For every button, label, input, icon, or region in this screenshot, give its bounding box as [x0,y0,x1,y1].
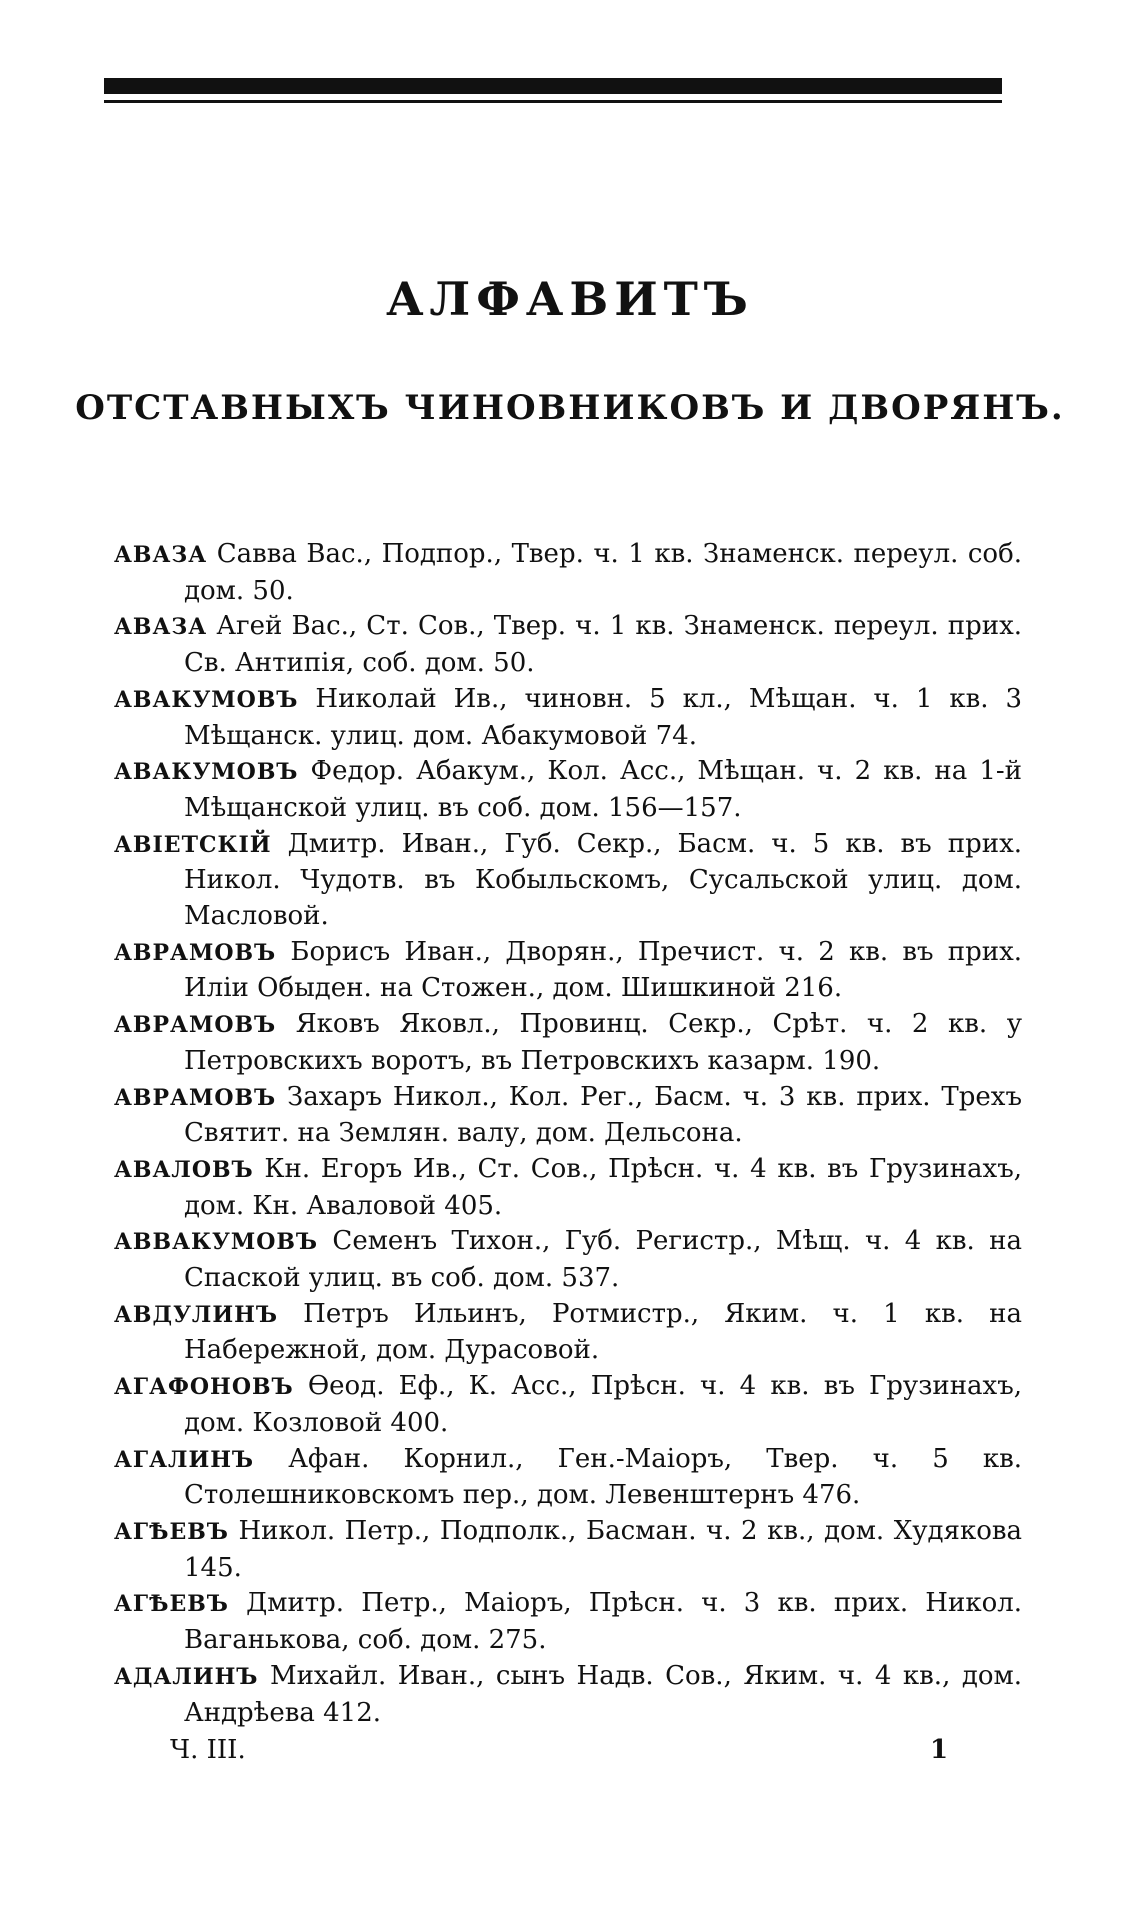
entry-text: Захаръ Никол., Кол. Рег., Басм. ч. 3 кв. прих. Трехъ Святит. на Землян. валу, дом. Дельсона. [184,1081,1023,1149]
list-item [114,609,1022,681]
page-number: 1 [930,1735,949,1765]
entry-surname: АВРАМОВЪ [114,939,277,966]
list-item [114,1297,1022,1369]
entry-surname: АВАЗА [114,542,208,568]
entry-text: Федор. Абакум., Кол. Асс., Мѣщан. ч. 2 кв. на 1-й Мѣщанской улиц. въ соб. дом. 156—157. [184,756,1022,823]
entry-surname: АГАФОНОВЪ [114,1374,294,1401]
top-rule-thin [104,100,1002,103]
entry-text: Дмитр. Петр., Маіоръ, Прѣсн. ч. 3 кв. прих. Никол. Ваганькова, соб. дом. 275. [184,1588,1022,1656]
entry-text: Савва Вас., Подпор., Твер. ч. 1 кв. Знаменск. переул. соб. дом. 50. [184,539,1022,606]
entry-text: Агей Вас., Ст. Сов., Твер. ч. 1 кв. Знаменск. переул. прих. Св. Антипія, соб. дом. 50. [184,611,1023,679]
entry-surname: АВРАМОВЪ [114,1012,277,1039]
entry-surname: АВАЗА [114,614,208,641]
entry-text: Борисъ Иван., Дворян., Пречист. ч. 2 кв. въ прих. Иліи Обыден. на Стожен., дом. Шишкиной 216. [184,936,1023,1004]
list-item [114,1152,1022,1224]
list-item [114,827,1022,935]
entry-text: Петръ Ильинъ, Ротмистр., Яким. ч. 1 кв. на Набережной, дом. Дурасовой. [184,1298,1022,1366]
list-item [114,1586,1022,1658]
entry-surname: АВВАКУМОВЪ [114,1229,319,1256]
entry-surname: АВАЛОВЪ [114,1156,254,1183]
list-item [114,1514,1022,1586]
entry-surname: АГѢЕВЪ [114,1518,229,1545]
list-item [114,1007,1022,1079]
entry-text: Афан. Корнил., Ген.-Маіоръ, Твер. ч. 5 кв. Столешниковскомъ пер., дом. Левенштернъ 476. [184,1443,1023,1511]
entry-text: Дмитр. Иван., Губ. Секр., Басм. ч. 5 кв. въ прих. Никол. Чудотв. въ Кобыльскомъ, Сусальской улиц. дом. Масловой. [184,828,1022,932]
list-item [114,935,1022,1007]
entry-surname: АДАЛИНЪ [114,1663,259,1690]
entry-text: Михайл. Иван., сынъ Надв. Сов., Яким. ч. 4 кв., дом. Андрѣева 412. [184,1660,1022,1728]
list-item [114,1080,1022,1152]
entry-text: Ѳеод. Еф., К. Асс., Прѣсн. ч. 4 кв. въ Грузинахъ, дом. Козловой 400. [184,1371,1023,1438]
entry-surname: АГѢЕВЪ [114,1591,229,1618]
entry-surname: АВАКУМОВЪ [114,759,299,786]
entry-text: Никол. Петр., Подполк., Басман. ч. 2 кв., дом. Худякова 145. [184,1515,1022,1583]
entry-surname: АГАЛИНЪ [114,1446,255,1473]
list-item [114,1224,1022,1296]
signature-mark: Ч. III. [170,1735,246,1765]
entry-surname: АВАКУМОВЪ [114,686,299,713]
entry-text: Кн. Егоръ Ив., Ст. Сов., Прѣсн. ч. 4 кв. въ Грузинахъ, дом. Кн. Аваловой 405. [184,1153,1022,1221]
entry-surname: АВДУЛИНЪ [114,1301,278,1328]
page-title: АЛФАВИТЪ [386,272,754,326]
entry-surname: АВРАМОВЪ [114,1084,277,1111]
entry-text: Николай Ив., чиновн. 5 кл., Мѣщан. ч. 1 кв. 3 Мѣщанск. улиц. дом. Абакумовой 74. [184,683,1022,751]
list-item [114,754,1022,826]
list-item [114,537,1022,609]
list-item [114,1369,1022,1441]
entry-surname: АВІЕТСКІЙ [114,831,272,858]
top-rule-thick [104,78,1002,94]
entry-list [114,537,1022,1731]
page-subtitle: ОТСТАВНЫХЪ ЧИНОВНИКОВЪ И ДВОРЯНЪ. [75,388,1065,428]
list-item [114,682,1022,754]
entry-text: Семенъ Тихон., Губ. Регистр., Мѣщ. ч. 4 кв. на Спаской улиц. въ соб. дом. 537. [184,1226,1023,1294]
list-item [114,1659,1022,1731]
list-item [114,1442,1022,1514]
entry-text: Яковъ Яковл., Провинц. Секр., Срѣт. ч. 2 кв. у Петровскихъ воротъ, въ Петровскихъ казарм. 190. [184,1009,1022,1076]
